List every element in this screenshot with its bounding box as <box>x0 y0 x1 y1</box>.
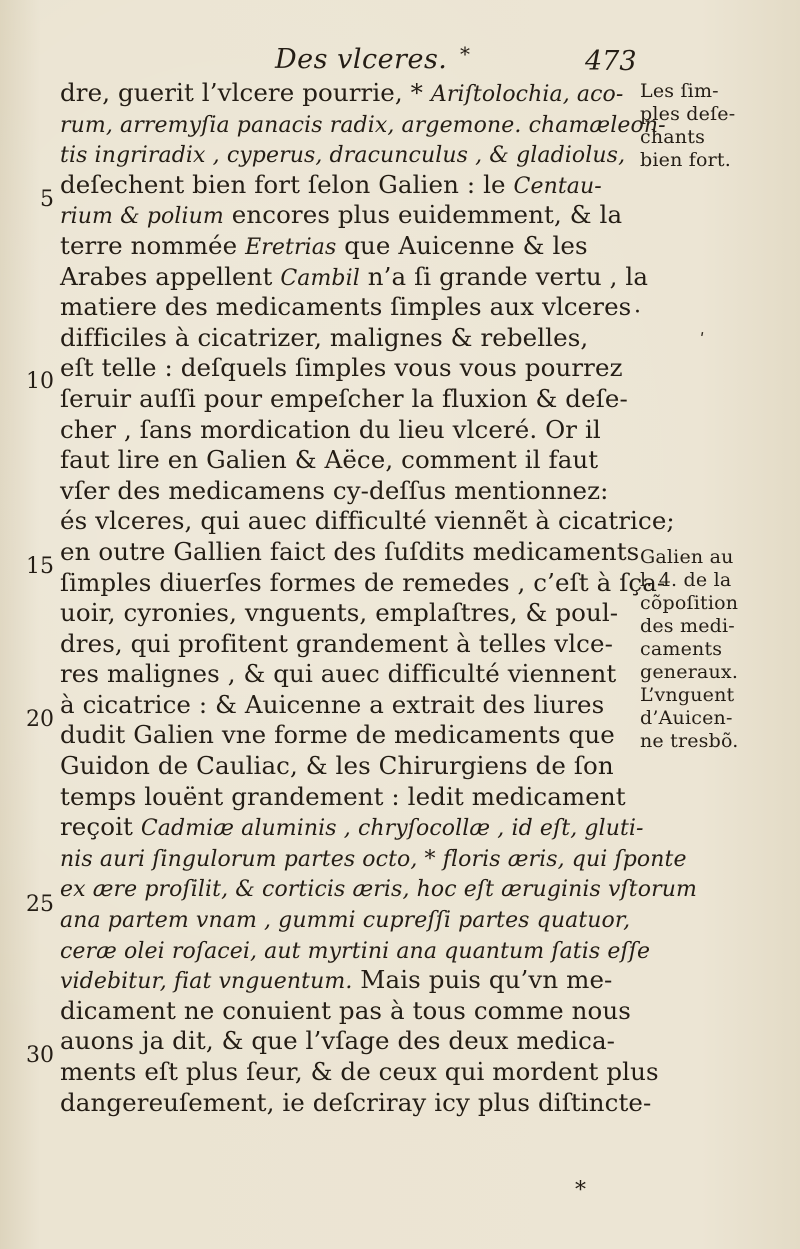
text-line <box>60 935 651 966</box>
line-italic-text: tis ingriradix , cyperus, dracunculus , & gladiolus, <box>60 143 626 169</box>
line-italic-text: nis auri ſingulorum partes octo, * floris æris, qui ſponte <box>60 846 687 872</box>
line-roman-text: temps louënt grandement : ledit medicament <box>60 781 626 811</box>
margin-note-line: generaux. <box>640 661 739 683</box>
line-roman-text: ſimples diuerſes formes de remedes , c’eſt à ſça- <box>60 567 666 597</box>
line-roman-text: ments eſt plus ſeur, & de ceux qui mordent plus <box>60 1057 659 1086</box>
text-line <box>60 353 635 384</box>
margin-note-line: L’vnguent <box>640 684 735 706</box>
text-line <box>60 476 635 507</box>
line-roman-text: eſt telle : deſquels ſimples vous vous pourrez <box>60 353 623 383</box>
text-line <box>60 231 635 262</box>
text-line <box>60 751 635 782</box>
line-roman-text: és vlceres, qui auec difficulté viennẽt à cicatrice; <box>60 506 675 536</box>
text-line <box>60 812 644 843</box>
text-line <box>60 200 635 231</box>
text-line <box>60 873 697 904</box>
margin-note-simples-desechants <box>640 80 800 172</box>
line-italic-text: Ariſtolochia, aco- <box>430 82 624 107</box>
line-roman-text: vſer des medicamens cy-deſſus mentionnez: <box>60 475 609 505</box>
margin-dot-mark: ʹ <box>700 330 705 349</box>
text-line <box>60 1057 659 1088</box>
line-roman-text: à cicatrice : & Auicenne a extrait des liures <box>60 689 605 719</box>
margin-note-line: ne tresbõ. <box>640 730 739 752</box>
line-italic-text: Cadmiæ aluminis , chryſocollæ , id eſt, gluti- <box>140 816 644 842</box>
margin-note-line: Les ſim- <box>640 80 719 102</box>
margin-note-galien-composition <box>640 546 800 753</box>
line-roman-text: res malignes , & qui auec difficulté viennent <box>60 659 617 689</box>
line-italic-text: ceræ olei roſacei, aut myrtini ana quantum ſatis eſſe <box>60 938 651 964</box>
line-italic-text: Centau- <box>513 173 602 199</box>
line-roman-text: Arabes appellent <box>60 261 281 291</box>
page-header <box>0 44 800 80</box>
line-roman-text: dre, guerit l’vlcere pourrie, * <box>60 78 431 107</box>
line-number-5: 5 <box>40 187 54 212</box>
line-roman-text: Guidon de Cauliac, & les Chirurgiens de ſon <box>60 751 614 781</box>
line-roman-text: cher , ſans mordication du lieu vlceré. Or il <box>60 414 601 444</box>
footer-asterisk-mark: * <box>575 1178 586 1203</box>
line-roman-text: dudit Galien vne forme de medicaments que <box>60 720 615 750</box>
line-roman-text: faut lire en Galien & Aëce, comment il faut <box>60 445 599 475</box>
text-line <box>60 323 635 354</box>
line-roman-text-after: n’a ſi grande vertu , la <box>359 261 649 291</box>
line-roman-text: dicament ne conuient pas à tous comme nous <box>60 995 631 1025</box>
line-roman-text-after: Mais puis qu’vn me- <box>352 965 613 995</box>
text-line <box>60 261 649 293</box>
line-roman-text: en outre Gallien faict des ſuſdits medicaments <box>60 536 640 566</box>
header-star-mark: * <box>460 42 470 66</box>
margin-note-line: Galien au <box>640 546 734 568</box>
margin-note-line: ples deſe- <box>640 103 736 125</box>
line-roman-text: dangereuſement, ie deſcriray icy plus diſtincte- <box>60 1087 652 1117</box>
text-line <box>60 109 666 140</box>
line-roman-text: uoir, cyronies, vnguents, emplaſtres, & poul- <box>60 598 619 628</box>
text-line <box>60 996 635 1027</box>
text-line <box>60 690 635 721</box>
margin-note-line: cõpoſition <box>640 592 739 614</box>
line-roman-text: deſechent bien fort ſelon Galien : le <box>60 169 514 199</box>
margin-bullet-mark: · <box>634 300 641 325</box>
line-roman-text: dres, qui profitent grandement à telles vlce- <box>60 628 613 658</box>
text-line <box>60 536 640 568</box>
line-italic-text: ex ære proſilit, & corticis æris, hoc eſt æruginis vſtorum <box>60 877 697 903</box>
line-italic-text: ana partem vnam , gummi cupreſſi partes quatuor, <box>60 908 631 934</box>
text-line <box>60 1087 652 1119</box>
text-line <box>60 567 666 599</box>
line-italic-text: videbitur, fiat vnguentum. <box>60 969 353 995</box>
text-line <box>60 904 635 935</box>
margin-note-line: des medi- <box>640 615 735 637</box>
text-line <box>60 445 635 476</box>
line-italic-text: rium & polium <box>60 204 224 230</box>
text-line <box>60 720 635 751</box>
line-roman-text-after: encores plus euidemment, & la <box>223 200 623 230</box>
text-line <box>60 170 635 201</box>
text-line <box>60 598 635 629</box>
line-roman-text: difficiles à cicatrizer, malignes & rebelles, <box>60 322 589 352</box>
line-roman-text: ſeruir auſſi pour empeſcher la fluxion & deſe- <box>60 383 628 413</box>
line-roman-text: reçoit <box>60 812 141 842</box>
line-number-30: 30 <box>26 1043 54 1068</box>
line-roman-text: terre nommée <box>60 230 246 260</box>
margin-note-line: caments <box>640 638 723 660</box>
margin-note-line: l. 4. de la <box>640 569 732 591</box>
margin-note-line: bien fort. <box>640 149 731 171</box>
line-number-15: 15 <box>26 554 54 579</box>
text-line <box>60 843 687 874</box>
text-line <box>60 659 635 690</box>
line-italic-text: Eretrias <box>245 234 337 260</box>
line-number-10: 10 <box>26 369 54 394</box>
line-number-20: 20 <box>26 707 54 732</box>
line-roman-text-after: que Auicenne & les <box>336 230 588 260</box>
text-line <box>60 139 635 170</box>
text-line <box>60 782 635 813</box>
margin-note-line: d’Auicen- <box>640 707 733 729</box>
text-line <box>60 78 635 109</box>
line-roman-text: matiere des medicaments ſimples aux vlceres <box>60 292 632 322</box>
text-line <box>60 629 635 660</box>
line-number-25: 25 <box>26 892 54 917</box>
text-line <box>60 965 635 996</box>
line-roman-text: auons ja dit, & que l’vſage des deux medica- <box>60 1026 616 1056</box>
running-title: Des vlceres. <box>275 44 448 75</box>
page-number: 473 <box>585 46 637 77</box>
text-line <box>60 415 635 446</box>
line-italic-text: rum, arremyſia panacis radix, argemone. chamæleon- <box>60 112 666 138</box>
line-italic-text: Cambil <box>280 265 360 291</box>
text-line <box>60 384 635 415</box>
margin-note-line: chants <box>640 126 706 148</box>
text-line <box>60 292 635 323</box>
text-line <box>60 1026 635 1057</box>
text-line <box>60 506 675 537</box>
